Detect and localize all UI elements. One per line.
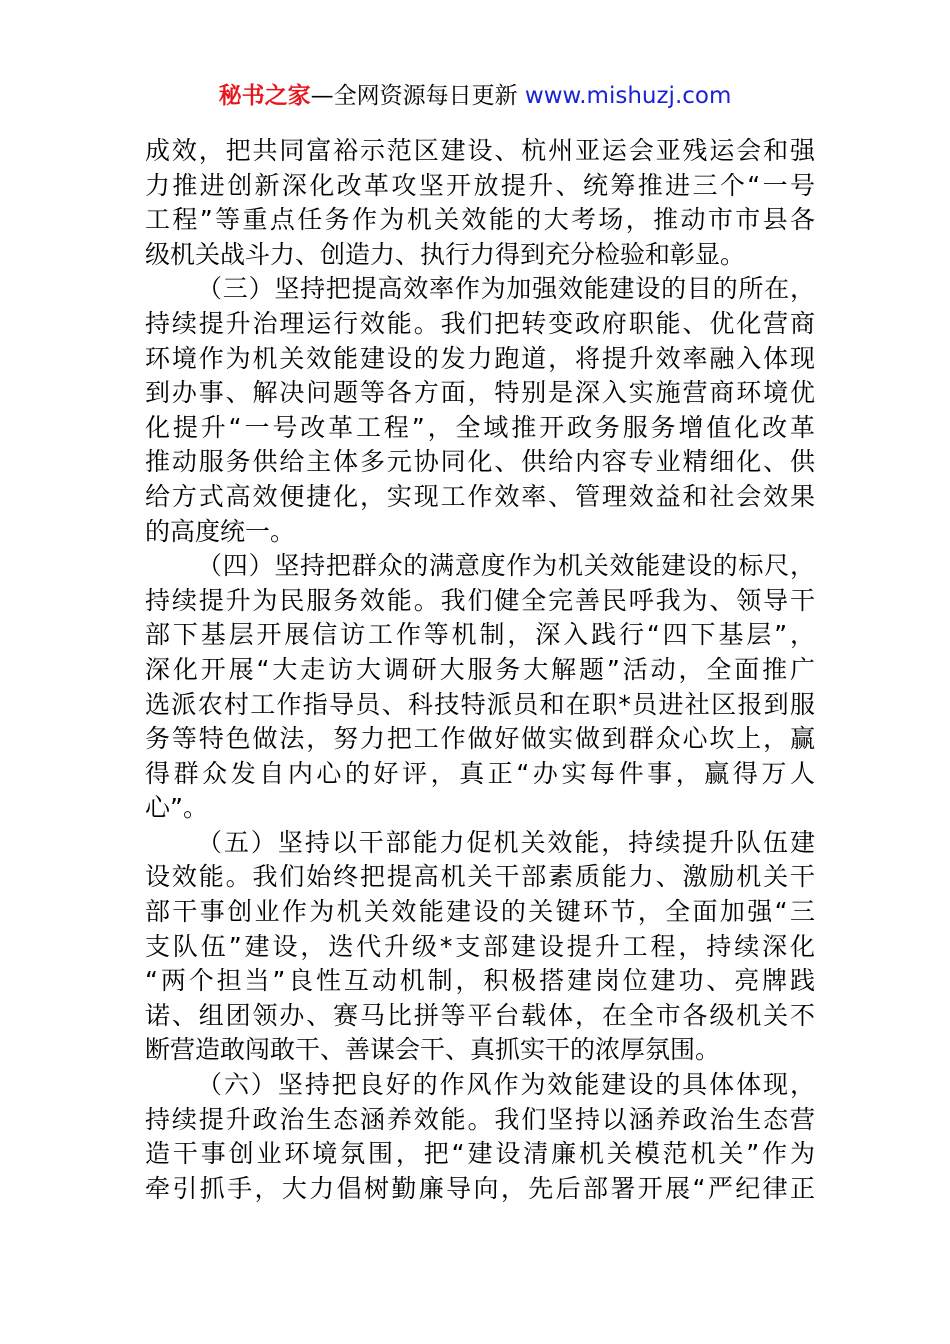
text-line: 力推进创新深化改革攻坚开放提升、统筹推进三个“一号 <box>145 170 815 200</box>
text-line: 成效，把共同富裕示范区建设、杭州亚运会亚残运会和强 <box>145 136 815 165</box>
text-line: 部下基层开展信访工作等机制，深入践行“四下基层”， <box>145 620 815 650</box>
section-heading-line: （五）坚持以干部能力促机关效能，持续提升队伍建 <box>197 827 815 857</box>
text-line: 持续提升政治生态涵养效能。我们坚持以涵养政治生态营 <box>145 1104 815 1134</box>
text-line: 务等特色做法，努力把工作做好做实做到群众心坎上，赢 <box>145 724 815 754</box>
text-line: 支队伍”建设，迭代升级*支部建设提升工程，持续深化 <box>145 931 815 961</box>
text-line: 选派农村工作指导员、科技特派员和在职*员进社区报到服 <box>145 689 815 719</box>
brand-name: 秘书之家 <box>218 83 311 109</box>
text-line: “两个担当”良性互动机制，积极搭建岗位建功、亮牌践 <box>145 966 815 996</box>
text-line: 诺、组团领办、赛马比拼等平台载体，在全市各级机关不 <box>145 1000 815 1030</box>
text-line: 心”。 <box>145 793 208 823</box>
body-text <box>145 134 815 1206</box>
section-heading-line: （三）坚持把提高效率作为加强效能建设的目的所在， <box>197 274 815 304</box>
text-line: 牵引抓手，大力倡树勤廉导向，先后部署开展“严纪律正 <box>145 1173 815 1203</box>
text-line: 部干事创业作为机关效能建设的关键环节，全面加强“三 <box>145 897 815 927</box>
header-tagline: —全网资源每日更新 <box>310 83 525 109</box>
page-header <box>0 80 950 112</box>
text-line: 推动服务供给主体多元协同化、供给内容专业精细化、供 <box>145 447 815 477</box>
text-line: 持续提升治理运行效能。我们把转变政府职能、优化营商 <box>145 308 815 338</box>
text-line: 给方式高效便捷化，实现工作效率、管理效益和社会效果 <box>145 481 815 511</box>
text-line: 造干事创业环境氛围，把“建设清廉机关模范机关”作为 <box>145 1139 815 1169</box>
text-line: 化提升“一号改革工程”，全域推开政务服务增值化改革 <box>145 412 815 442</box>
text-line: 断营造敢闯敢干、善谋会干、真抓实干的浓厚氛围。 <box>145 1035 721 1065</box>
text-line: 设效能。我们始终把提高机关干部素质能力、激励机关干 <box>145 862 815 892</box>
text-line: 工程”等重点任务作为机关效能的大考场，推动市市县各 <box>145 205 815 235</box>
section-heading-line: （四）坚持把群众的满意度作为机关效能建设的标尺， <box>197 551 815 581</box>
text-line: 环境作为机关效能建设的发力跑道，将提升效率融入体现 <box>145 343 815 373</box>
text-line: 的高度统一。 <box>145 516 296 546</box>
section-heading-line: （六）坚持把良好的作风作为效能建设的具体体现， <box>197 1070 815 1100</box>
text-line: 得群众发自内心的好评，真正“办实每件事，赢得万人 <box>145 758 815 788</box>
text-line: 持续提升为民服务效能。我们健全完善民呼我为、领导干 <box>145 585 815 615</box>
text-line: 深化开展“大走访大调研大服务大解题”活动，全面推广 <box>145 654 815 684</box>
site-url[interactable]: www.mishuzj.com <box>524 83 732 109</box>
text-line: 级机关战斗力、创造力、执行力得到充分检验和彰显。 <box>145 239 746 269</box>
text-line: 到办事、解决问题等各方面，特别是深入实施营商环境优 <box>145 378 815 408</box>
